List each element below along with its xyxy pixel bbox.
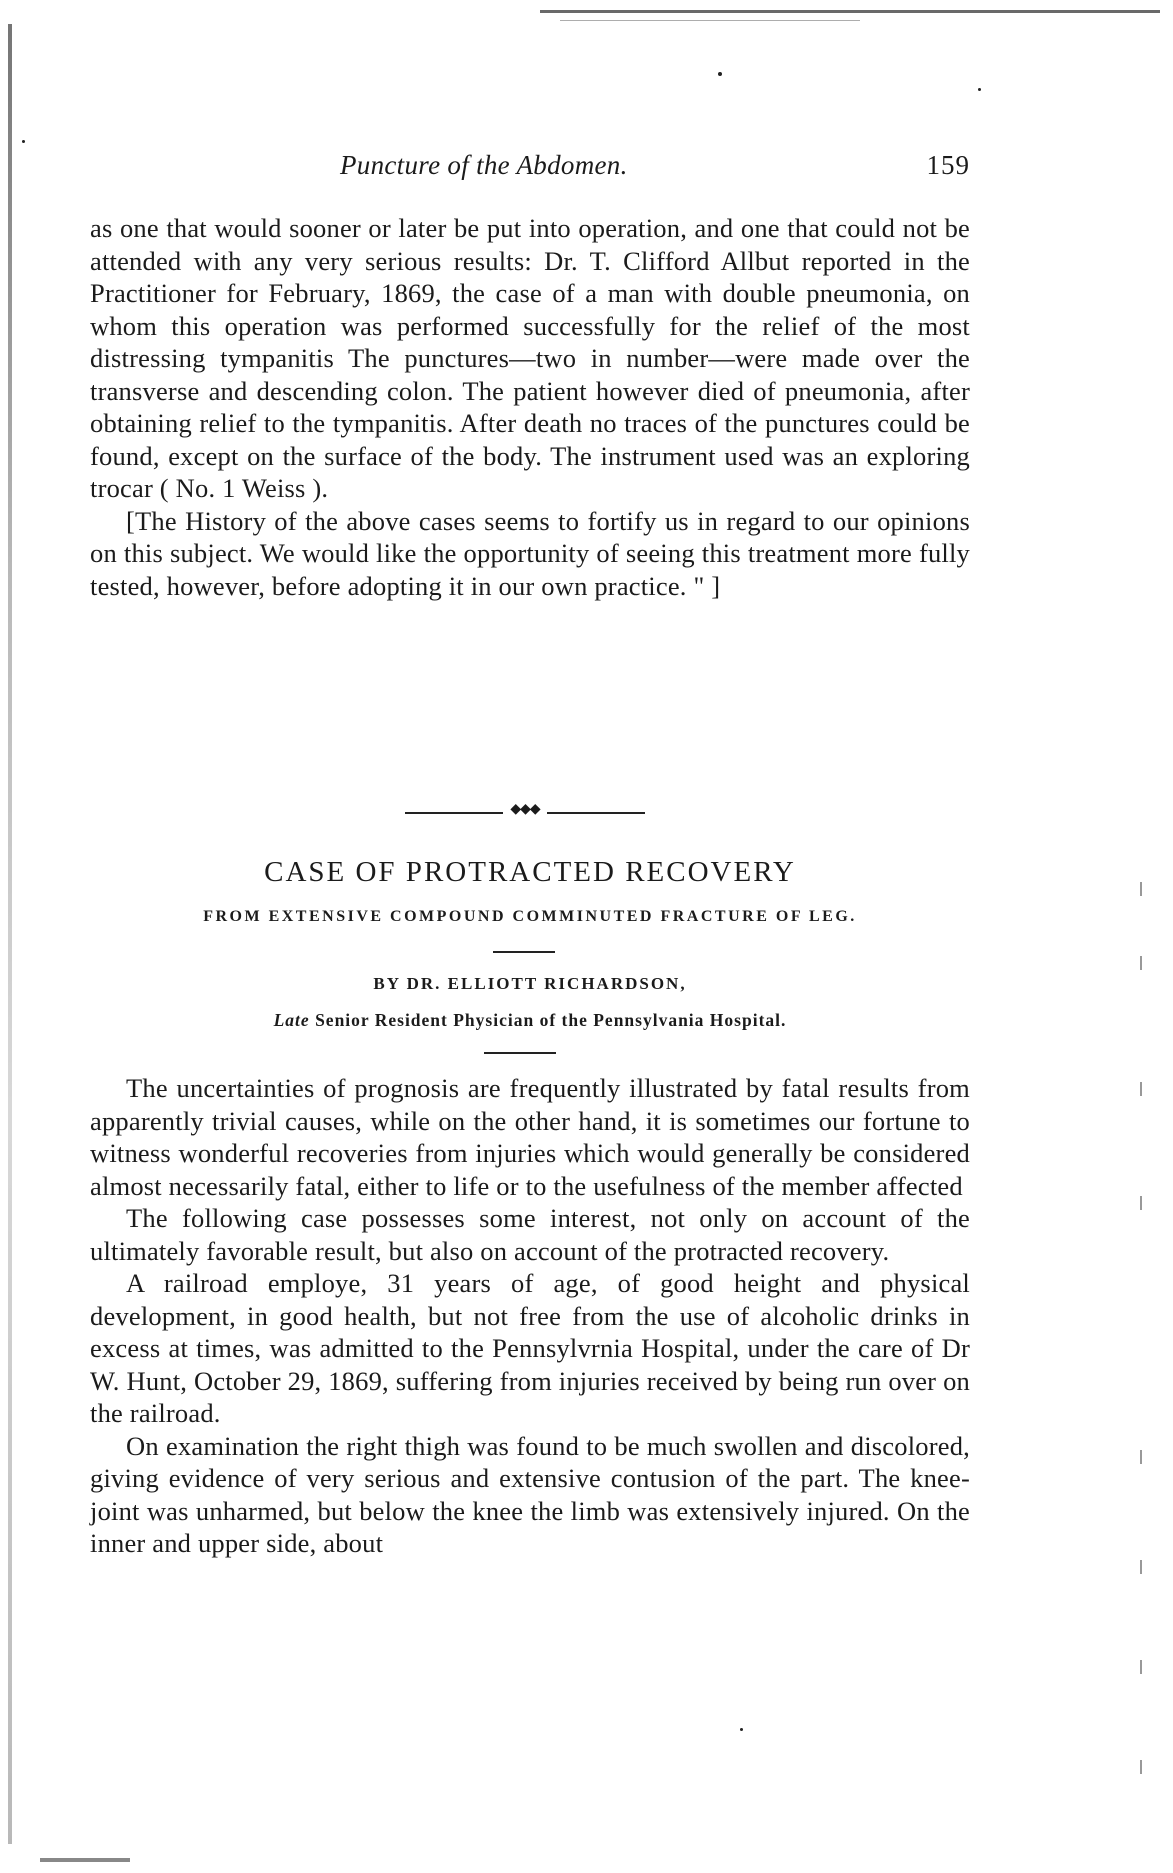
- scan-margin-mark: [1140, 1082, 1142, 1096]
- divider-ornament: ◆◆◆: [510, 802, 540, 817]
- scan-speck: [718, 72, 722, 76]
- body-paragraph: The uncertainties of prognosis are frequently illustrated by fatal results from apparently trivial causes, while on the other hand, it is sometimes our fortune to witness wonderful recoveries from injuries which would generally be considered almost necessarily fatal, either to life or to the usefulness of the member affected: [90, 1073, 970, 1201]
- scan-margin-mark: [1140, 1196, 1142, 1210]
- author-affiliation: [90, 1010, 970, 1031]
- scan-margin-mark: [1140, 1760, 1142, 1774]
- heading-rule: [493, 951, 555, 953]
- body-paragraph: On examination the right thigh was found to be much swollen and discolored, giving evidence of very serious and extensive contusion of the part. The knee-joint was unharmed, but below the knee the limb was extensively injured. On the inner and upper side, about: [90, 1430, 970, 1558]
- scan-speck: [978, 88, 981, 91]
- running-head-title: Puncture of the Abdomen.: [340, 150, 628, 180]
- continued-article-text: [90, 212, 970, 602]
- scan-margin-mark: [1140, 1450, 1142, 1464]
- scan-speck: [22, 140, 25, 143]
- scan-margin-mark: [1140, 1660, 1142, 1674]
- scan-left-edge: [8, 24, 12, 1844]
- article-byline: BY DR. ELLIOTT RICHARDSON,: [373, 974, 687, 993]
- scan-top-edge-faint: [560, 20, 860, 21]
- body-paragraph: A railroad employe, 31 years of age, of good height and physical development, in good health, but not free from the use of alcoholic drinks in excess at times, was admitted to the Pennsylvrnia Hospital, under the care of Dr W. Hunt, October 29, 1869, suffering from injuries received by being run over on the railroad.: [90, 1268, 970, 1428]
- divider-rule-left: [405, 812, 503, 814]
- scan-top-edge: [540, 10, 1160, 13]
- scan-margin-mark: [1140, 882, 1142, 896]
- editorial-note-paragraph: [The History of the above cases seems to fortify us in regard to our opinions on this subject. We would like the opportunity of seeing this treatment more fully tested, however, before adopting it in our own practice. " ]: [90, 505, 970, 601]
- article-body: [90, 1072, 970, 1560]
- byline-rule: [484, 1052, 556, 1054]
- scan-bottom-edge: [40, 1858, 130, 1862]
- article-title: CASE OF PROTRACTED RECOVERY: [264, 856, 796, 888]
- running-head: [90, 150, 970, 190]
- scan-speck: [740, 1728, 743, 1731]
- affiliation-text: Senior Resident Physician of the Pennsylvania Hospital.: [315, 1010, 787, 1030]
- article-subtitle: FROM EXTENSIVE COMPOUND COMMINUTED FRACTURE OF LEG.: [203, 908, 857, 925]
- scan-margin-mark: [1140, 956, 1142, 970]
- page-number: 159: [926, 150, 970, 180]
- section-divider: [405, 802, 645, 818]
- divider-rule-right: [547, 812, 645, 814]
- body-paragraph: The following case possesses some interest, not only on account of the ultimately favorable result, but also on account of the protracted recovery.: [90, 1203, 970, 1266]
- scan-margin-mark: [1140, 1560, 1142, 1574]
- affiliation-late: Late: [273, 1010, 310, 1030]
- continued-paragraph: as one that would sooner or later be put into operation, and one that could not be attended with any very serious results: Dr. T. Clifford Allbut reported in the Practitioner for February, 1869, the case of a man with double pneumonia, on whom this operation was performed successfully for the relief of the most distressing tympanitis The punctures—two in number—were made over the transverse and descending colon. The patient however died of pneumonia, after obtaining relief to the tympanitis. After death no traces of the punctures could be found, except on the surface of the body. The instrument used was an exploring trocar ( No. 1 Weiss ).: [90, 213, 970, 503]
